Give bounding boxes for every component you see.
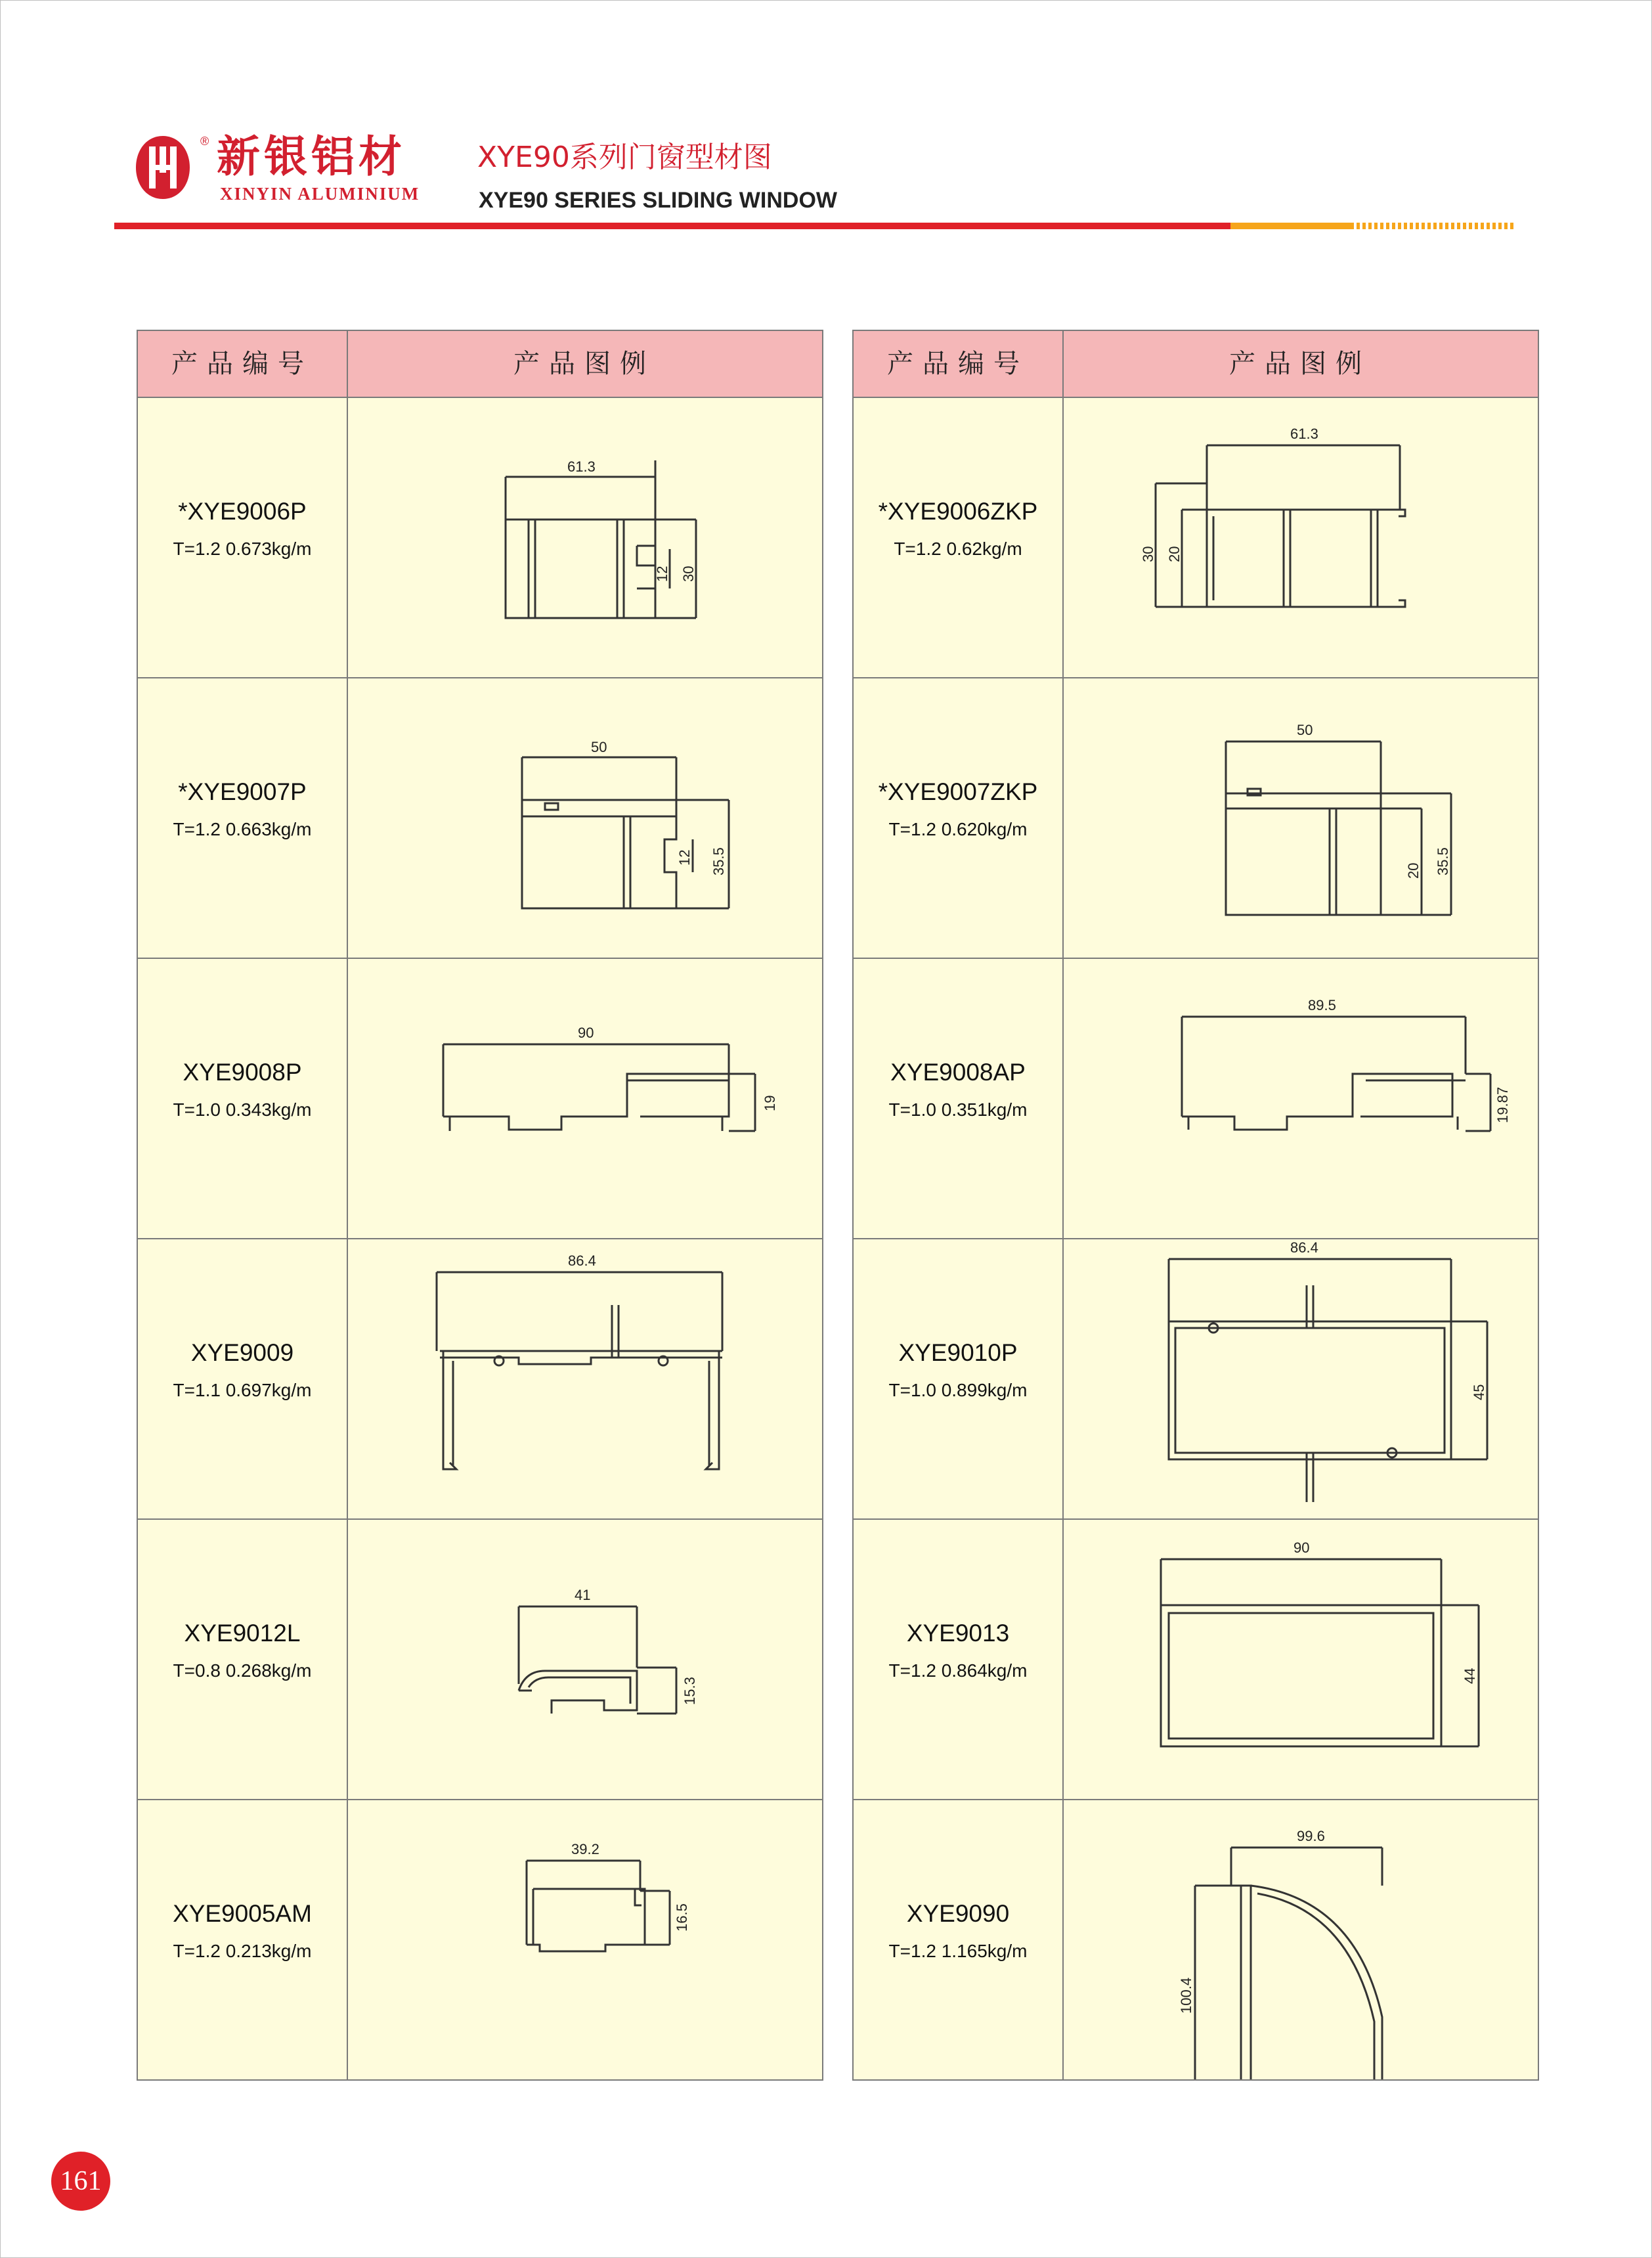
dimension-label: 86.4 xyxy=(568,1252,596,1269)
dimension-label: 15.3 xyxy=(682,1677,698,1705)
page-number: 161 xyxy=(51,2152,110,2211)
table-row xyxy=(138,1520,822,1800)
dimension-label: 90 xyxy=(1293,1539,1310,1556)
dimension-label: 90 xyxy=(578,1025,594,1041)
table-header xyxy=(854,331,1538,398)
registered-mark: ® xyxy=(200,135,209,148)
profile-drawing xyxy=(348,959,822,1238)
dimension-label: 12 xyxy=(654,565,670,582)
profile-drawing xyxy=(348,398,822,677)
product-spec: T=1.2 0.213kg/m xyxy=(173,1941,312,1961)
table-row xyxy=(854,678,1538,959)
dimension-label: 19 xyxy=(762,1095,778,1111)
page-title-en: XYE90 SERIES SLIDING WINDOW xyxy=(479,188,837,213)
dimension-label: 41 xyxy=(575,1587,591,1603)
dimension-label: 35.5 xyxy=(1435,847,1451,875)
header-product-figure: 产品图例 xyxy=(513,349,655,379)
dimension-label: 20 xyxy=(1405,862,1422,879)
dimension-label: 30 xyxy=(1140,546,1156,562)
dimension-label: 99.6 xyxy=(1297,1828,1325,1844)
product-spec: T=1.2 0.663kg/m xyxy=(173,819,312,839)
product-code: XYE9090 xyxy=(906,1900,1010,1927)
product-spec: T=1.0 0.351kg/m xyxy=(888,1099,1028,1120)
dimension-label: 89.5 xyxy=(1308,997,1336,1013)
product-spec: T=1.2 0.864kg/m xyxy=(888,1660,1028,1681)
xinyin-logo-icon xyxy=(133,135,192,200)
profile-table-left xyxy=(137,330,823,2081)
product-spec: T=1.2 1.165kg/m xyxy=(888,1941,1028,1961)
product-spec: T=1.2 0.62kg/m xyxy=(894,539,1022,559)
product-spec: T=1.1 0.697kg/m xyxy=(173,1380,312,1400)
profile-drawing xyxy=(1064,959,1538,1238)
product-spec: T=1.2 0.620kg/m xyxy=(888,819,1028,839)
profile-drawing xyxy=(1064,1239,1538,1518)
dimension-label: 19.87 xyxy=(1494,1086,1511,1123)
product-code: *XYE9007ZKP xyxy=(878,778,1038,805)
dimension-label: 35.5 xyxy=(710,847,727,875)
header-product-code: 产品编号 xyxy=(171,349,313,379)
product-code: *XYE9006P xyxy=(178,498,307,525)
table-row xyxy=(854,398,1538,678)
profile-drawing xyxy=(348,1800,822,2079)
dimension-label: 50 xyxy=(591,739,607,755)
brand-name-en: XINYIN ALUMINIUM xyxy=(220,184,420,204)
product-code: XYE9010P xyxy=(898,1339,1018,1366)
header-rule-red xyxy=(114,223,1230,229)
table-row xyxy=(138,678,822,959)
dimension-label: 39.2 xyxy=(571,1841,599,1857)
dimension-label: 16.5 xyxy=(674,1903,690,1932)
product-code: XYE9008P xyxy=(183,1059,302,1086)
product-spec: T=1.0 0.343kg/m xyxy=(173,1099,312,1120)
product-spec: T=0.8 0.268kg/m xyxy=(173,1660,312,1681)
profile-table-right xyxy=(852,330,1539,2081)
header-rule-dotted xyxy=(1357,223,1514,229)
product-spec: T=1.2 0.673kg/m xyxy=(173,539,312,559)
table-row xyxy=(854,1800,1538,2081)
profile-drawing xyxy=(1064,678,1538,958)
product-spec: T=1.0 0.899kg/m xyxy=(888,1380,1028,1400)
profile-drawing xyxy=(1064,1520,1538,1799)
dimension-label: 30 xyxy=(680,565,697,582)
profile-drawing xyxy=(1064,398,1538,677)
table-row xyxy=(138,1239,822,1520)
dimension-label: 61.3 xyxy=(567,458,596,475)
profile-drawing xyxy=(1064,1800,1538,2079)
product-code: XYE9009 xyxy=(190,1339,294,1366)
table-row xyxy=(854,1520,1538,1800)
profile-drawing xyxy=(348,1239,822,1518)
dimension-label: 61.3 xyxy=(1290,426,1318,442)
dimension-label: 44 xyxy=(1462,1668,1478,1684)
profile-drawing xyxy=(348,678,822,958)
product-code: XYE9005AM xyxy=(173,1900,312,1927)
dimension-label: 100.4 xyxy=(1178,1977,1194,2014)
header-product-code: 产品编号 xyxy=(887,349,1029,379)
table-header xyxy=(138,331,822,398)
dimension-label: 50 xyxy=(1297,722,1313,738)
table-row xyxy=(138,1800,822,2081)
page-title-cn: XYE90系列门窗型材图 xyxy=(477,141,772,174)
table-row xyxy=(138,398,822,678)
header-product-figure: 产品图例 xyxy=(1229,349,1371,379)
table-row xyxy=(854,959,1538,1239)
product-code: *XYE9007P xyxy=(178,778,307,805)
brand-name-cn: 新银铝材 xyxy=(217,131,406,182)
dimension-label: 20 xyxy=(1166,546,1183,562)
table-row xyxy=(854,1239,1538,1520)
product-code: *XYE9006ZKP xyxy=(878,498,1038,525)
product-code: XYE9012L xyxy=(184,1620,301,1647)
dimension-label: 12 xyxy=(676,849,693,866)
dimension-label: 45 xyxy=(1471,1384,1487,1400)
profile-drawing xyxy=(348,1520,822,1799)
table-row xyxy=(138,959,822,1239)
product-code: XYE9013 xyxy=(906,1620,1010,1647)
dimension-label: 86.4 xyxy=(1290,1239,1318,1256)
header-rule-orange xyxy=(1230,223,1354,229)
product-code: XYE9008AP xyxy=(890,1059,1026,1086)
